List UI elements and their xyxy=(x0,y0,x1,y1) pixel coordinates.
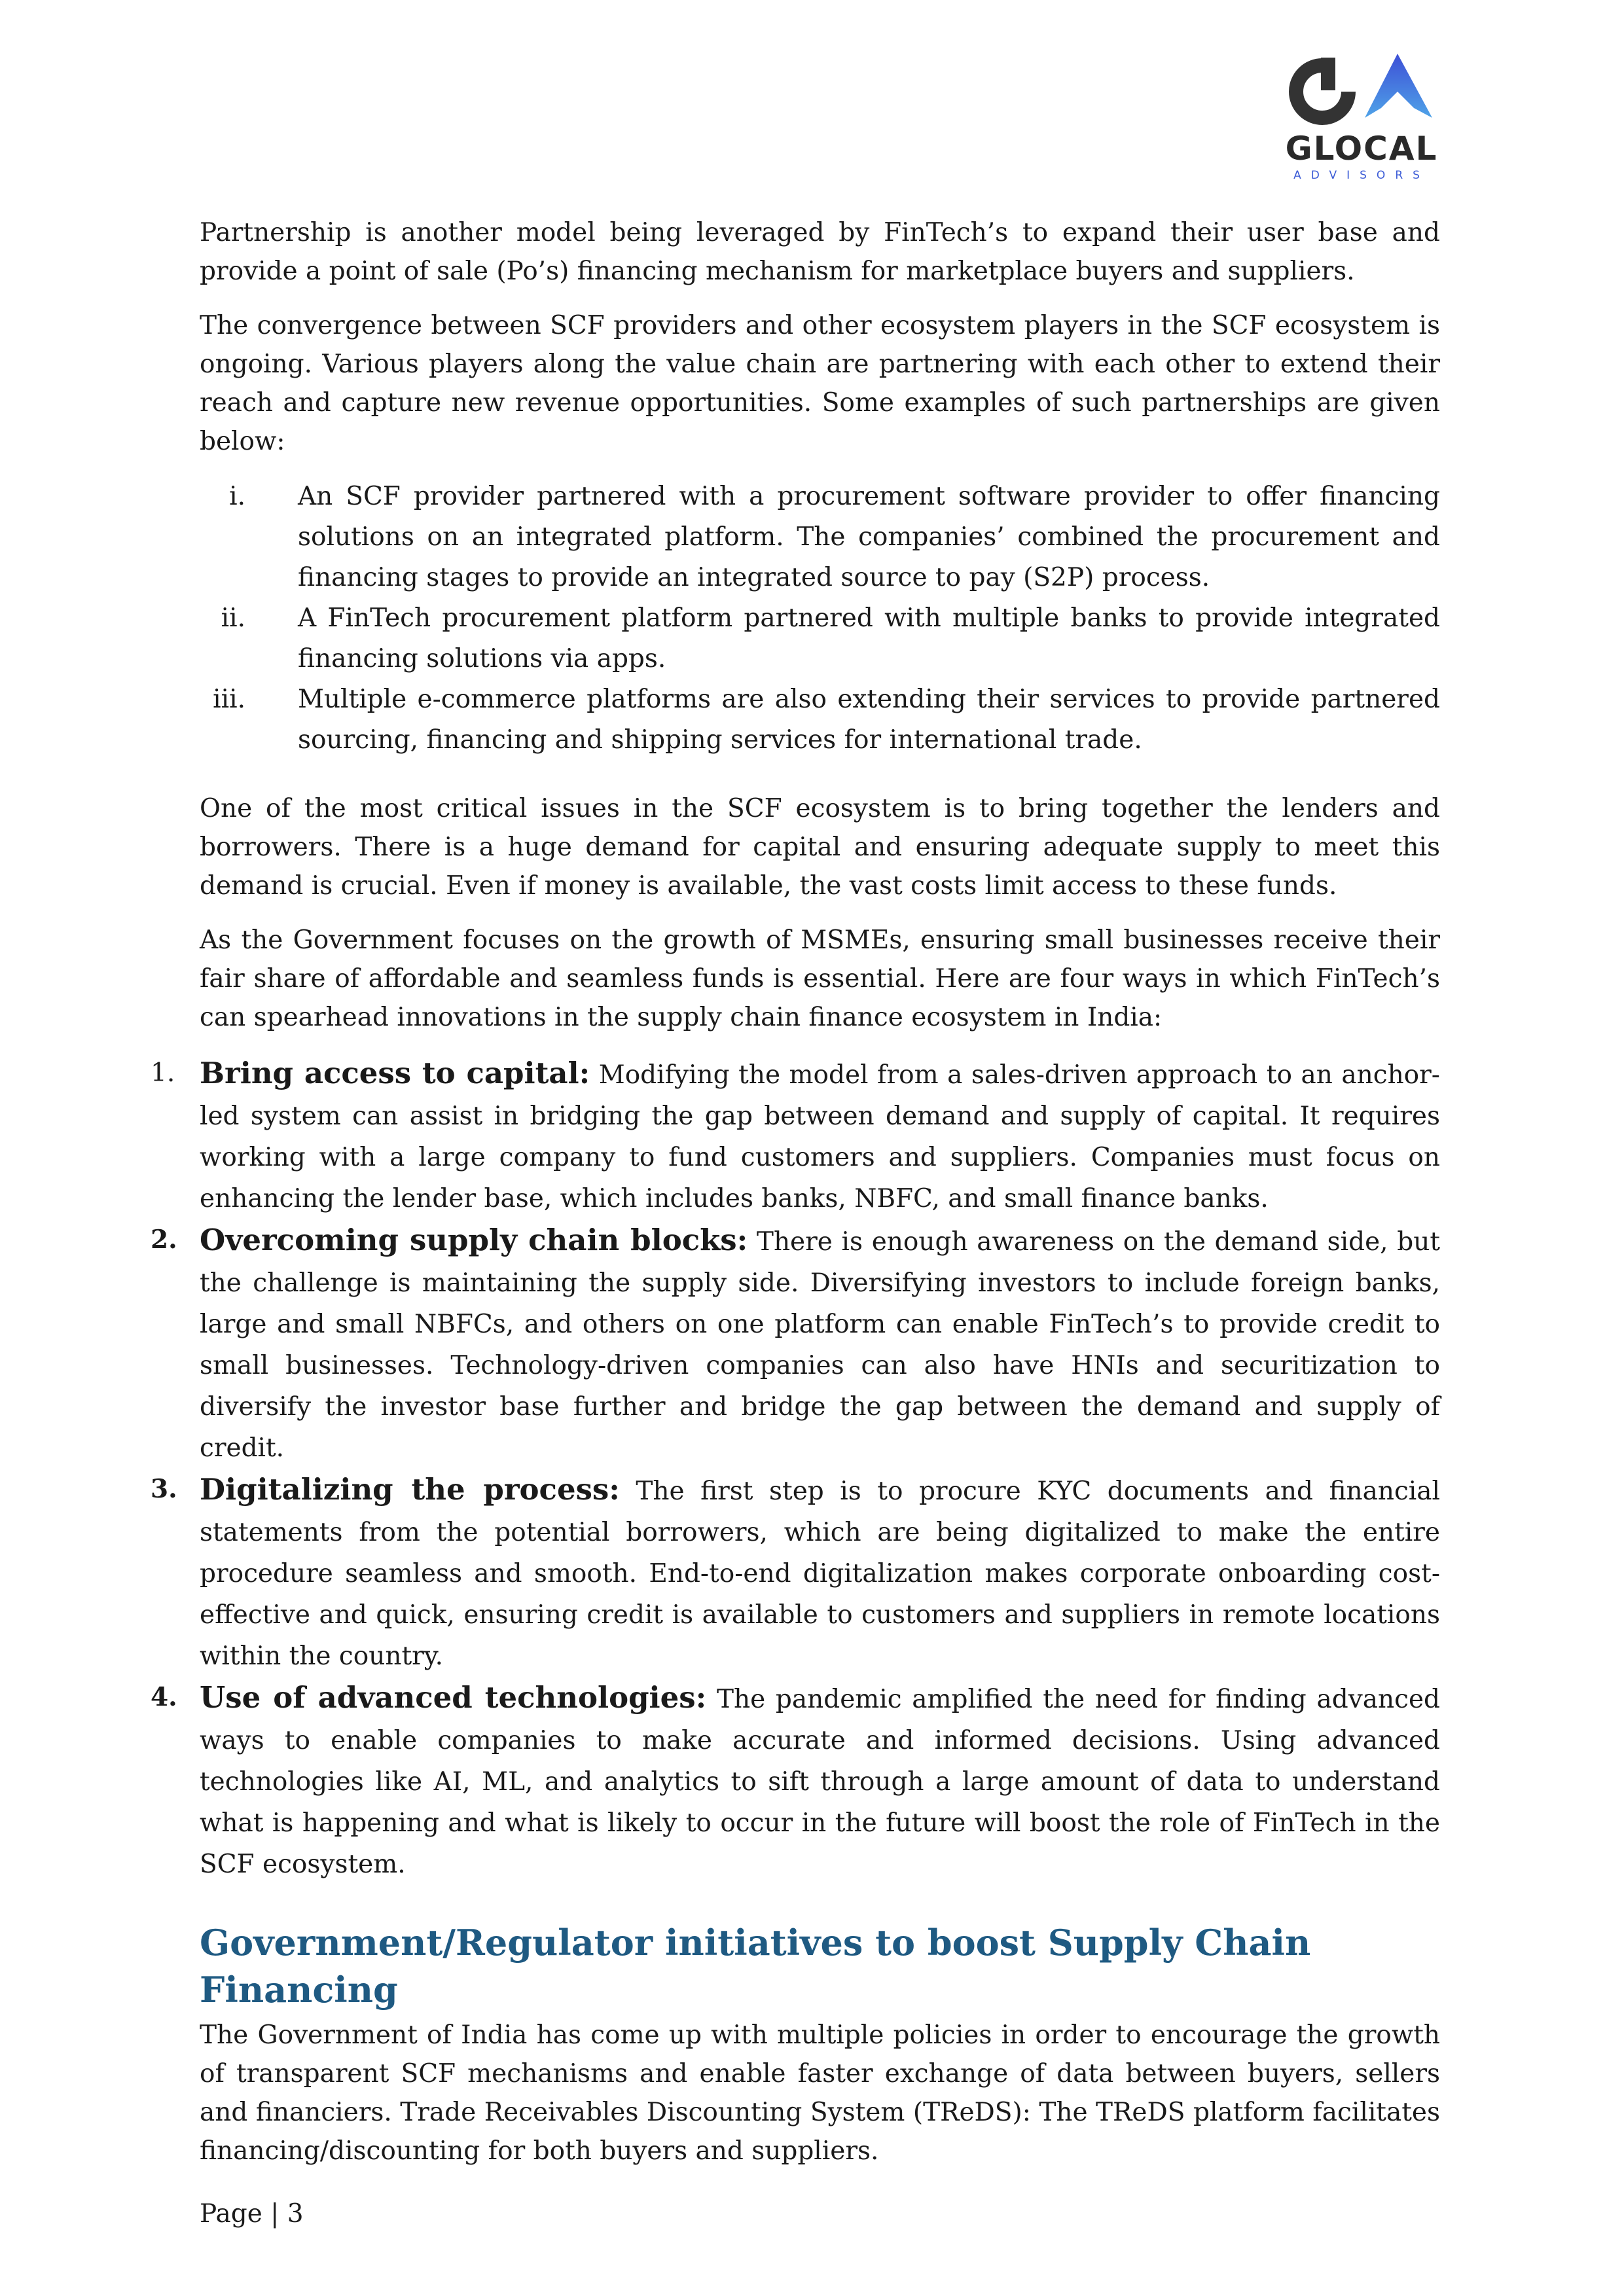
list-item-heading: Digitalizing the process: xyxy=(200,1472,620,1507)
list-item xyxy=(200,598,1440,679)
list-item xyxy=(151,1219,1440,1469)
paragraph-government-initiatives: The Government of India has come up with multiple policies in order to encourage the growth of transparent SCF mechanisms and enable faster exchange of data between buyers, sellers and financiers. Trade Receivables Discounting System (TReDS): The TReDS platform facilitates financing/discounting for both buyers and suppliers. xyxy=(200,2020,1440,2166)
list-item xyxy=(151,1677,1440,1885)
list-marker: 1. xyxy=(151,1058,175,1088)
list-item-heading: Use of advanced technologies: xyxy=(200,1680,707,1715)
list-marker: 2. xyxy=(151,1225,177,1255)
document-body xyxy=(151,213,1440,2186)
list-item-text: Multiple e-commerce platforms are also extending their services to provide partnered sourcing, financing and shipping services for international trade. xyxy=(298,685,1440,755)
partnership-examples-list xyxy=(200,476,1440,761)
fintech-ways-list xyxy=(151,1052,1440,1885)
list-item xyxy=(151,1469,1440,1677)
list-item xyxy=(151,1052,1440,1219)
list-item-text: The pandemic amplified the need for finding advanced ways to enable companies to make accurate and informed decisions. Using advanced technologies like AI, ML, and analytics to sift through a large amount of data to understand what is happening and what is likely to occur in the future will boost the role of FinTech in the SCF ecosystem. xyxy=(200,1685,1440,1879)
paragraph-msme-focus: As the Government focuses on the growth of MSMEs, ensuring small businesses receive their fair share of affordable and seamless funds is essential. Here are four ways in which FinTech’s can spearhead innovations in the supply chain finance ecosystem in India: xyxy=(200,925,1440,1032)
logo-mark-icon xyxy=(1283,52,1440,134)
list-item xyxy=(200,679,1440,761)
section-heading: Government/Regulator initiatives to boost Supply Chain Financing xyxy=(200,1922,1311,2011)
list-marker: ii. xyxy=(221,603,245,633)
glocal-advisors-logo xyxy=(1283,52,1447,183)
list-item-text: An SCF provider partnered with a procurement software provider to offer financing solutions on an integrated platform. The companies’ combined the procurement and financing stages to provide an integrated source to pay (S2P) process. xyxy=(298,482,1440,592)
logo-name: GLOCAL xyxy=(1285,130,1438,168)
list-item-heading: Bring access to capital: xyxy=(200,1056,590,1090)
list-item-text: Modifying the model from a sales-driven approach to an anchor-led system can assist in bridging the gap between demand and supply of capital. It requires working with a large company to fund customers and suppliers. Companies must focus on enhancing the lender base, which includes banks, NBFC, and small finance banks. xyxy=(200,1060,1440,1213)
paragraph-critical-issues: One of the most critical issues in the SCF ecosystem is to bring together the lenders and borrowers. There is a huge demand for capital and ensuring adequate supply to meet this demand is crucial. Even if money is available, the vast costs limit access to these funds. xyxy=(200,794,1440,901)
list-item-text: A FinTech procurement platform partnered with multiple banks to provide integrated financing solutions via apps. xyxy=(298,603,1440,673)
logo-subtitle: ADVISORS xyxy=(1293,169,1430,182)
list-marker: 4. xyxy=(151,1682,177,1712)
paragraph-partnership: Partnership is another model being leveraged by FinTech’s to expand their user base and provide a point of sale (Po’s) financing mechanism for marketplace buyers and suppliers. xyxy=(200,218,1440,286)
paragraph-convergence: The convergence between SCF providers and other ecosystem players in the SCF ecosystem is ongoing. Various players along the value chain are partnering with each other to extend their reach and capture new revenue opportunities. Some examples of such partnerships are given below: xyxy=(200,311,1440,456)
list-marker: i. xyxy=(229,482,245,511)
list-item-text: There is enough awareness on the demand side, but the challenge is maintaining the supply side. Diversifying investors to include foreign banks, large and small NBFCs, and others on one platform can enable FinTech’s to provide credit to small businesses. Technology-driven companies can also have HNIs and securitization to diversify the investor base further and bridge the gap between the demand and supply of credit. xyxy=(200,1227,1440,1463)
list-item-heading: Overcoming supply chain blocks: xyxy=(200,1223,748,1257)
list-item-text: The first step is to procure KYC documents and financial statements from the potential borrowers, which are being digitalized to make the entire procedure seamless and smooth. End-to-end digitalization makes corporate onboarding cost-effective and quick, ensuring credit is available to customers and suppliers in remote locations within the country. xyxy=(200,1477,1440,1671)
list-item xyxy=(200,476,1440,598)
list-marker: 3. xyxy=(151,1474,177,1504)
page-number: Page | 3 xyxy=(200,2199,304,2229)
list-marker: iii. xyxy=(213,685,245,714)
